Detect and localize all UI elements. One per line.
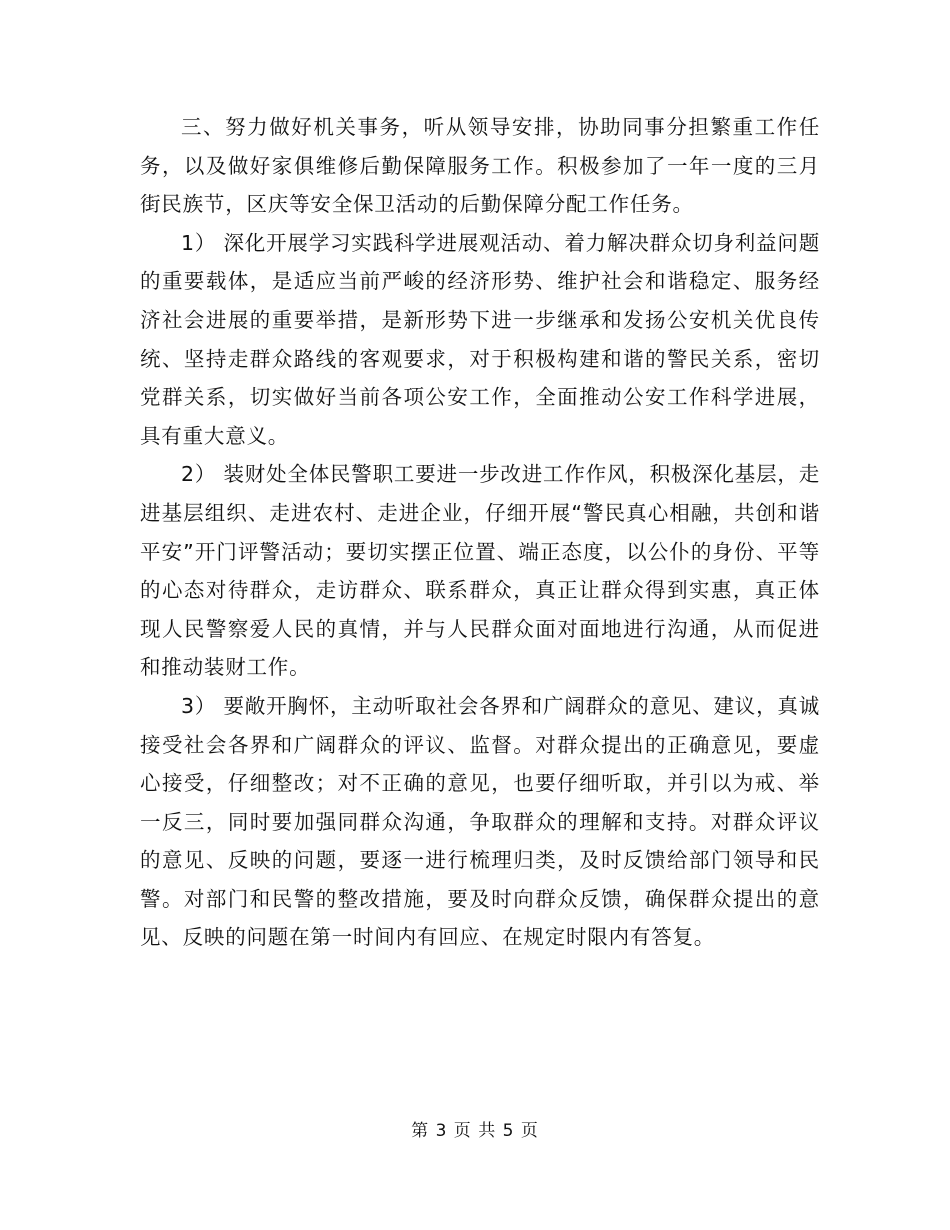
document-body [140,108,820,957]
paragraph-item-1: 1） 深化开展学习实践科学进展观活动、着力解决群众切身利益问题的重要载体，是适应当前严峻的经济形势、维护社会和谐稳定、服务经济社会进展的重要举措，是新形势下进一步继承和发扬公安机关优良传统、坚持走群众路线的客观要求，对于积极构建和谐的警民关系，密切党群关系，切实做好当前各项公安工作，全面推动公安工作科学进展，具有重大意义。 [140,230,820,448]
page-number-footer: 第 3 页 共 5 页 [411,1121,539,1141]
paragraph-item-2: 2） 装财处全体民警职工要进一步改进工作作风，积极深化基层，走进基层组织、走进农村、走进企业，仔细开展“警民真心相融，共创和谐平安”开门评警活动；要切实摆正位置、端正态度，以公仆的身份、平等的心态对待群众，走访群众、联系群众，真正让群众得到实惠，真正体现人民警察爱人民的真情，并与人民群众面对面地进行沟通，从而促进和推动装财工作。 [140,462,820,680]
paragraph-section-three: 三、努力做好机关事务，听从领导安排，协助同事分担繁重工作任务，以及做好家俱维修后勤保障服务工作。积极参加了一年一度的三月街民族节，区庆等安全保卫活动的后勤保障分配工作任务。 [140,115,820,217]
paragraph-item-3: 3） 要敞开胸怀，主动听取社会各界和广阔群众的意见、建议，真诚接受社会各界和广阔群众的评议、监督。对群众提出的正确意见，要虚心接受，仔细整改；对不正确的意见，也要仔细听取，并引以为戒、举一反三，同时要加强同群众沟通，争取群众的理解和支持。对群众评议的意见、反映的问题，要逐一进行梳理归类，及时反馈给部门领导和民警。对部门和民警的整改措施，要及时向群众反馈，确保群众提出的意见、反映的问题在第一时间内有回应、在规定时限内有答复。 [140,693,820,950]
